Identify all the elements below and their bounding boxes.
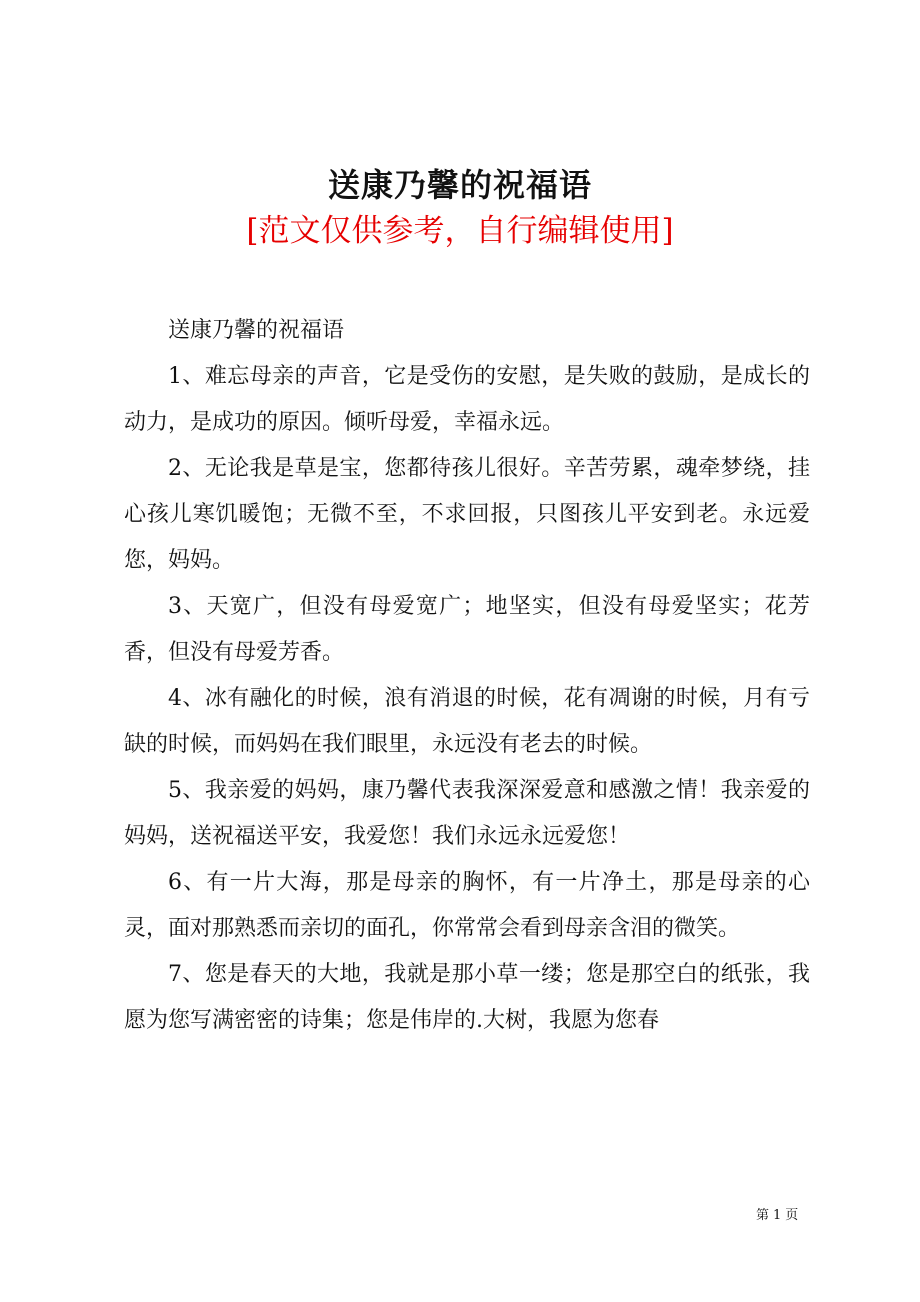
page-prefix: 第: [756, 1208, 770, 1223]
document-body: [124, 308, 810, 1044]
paragraph-4: 4、冰有融化的时候，浪有消退的时候，花有凋谢的时候，月有亏缺的时候，而妈妈在我们眼里，永远没有老去的时候。: [124, 686, 810, 757]
paragraph-7: 7、您是春天的大地，我就是那小草一缕；您是那空白的纸张，我愿为您写满密密的诗集；您是伟岸的.大树，我愿为您春: [124, 962, 810, 1033]
paragraph-5: 5、我亲爱的妈妈，康乃馨代表我深深爱意和感激之情！我亲爱的妈妈，送祝福送平安，我爱您！我们永远永远爱您！: [124, 778, 810, 849]
page-footer: [756, 1206, 802, 1226]
page-suffix: 页: [785, 1208, 799, 1223]
paragraph-3: 3、天宽广，但没有母爱宽广；地坚实，但没有母爱坚实；花芳香，但没有母爱芳香。: [124, 594, 810, 665]
page-number: 1: [773, 1208, 782, 1223]
document-title: 送康乃馨的祝福语: [327, 166, 592, 204]
paragraph-heading: 送康乃馨的祝福语: [168, 318, 345, 343]
paragraph-1: 1、难忘母亲的声音，它是受伤的安慰，是失败的鼓励，是成长的动力，是成功的原因。倾听母爱，幸福永远。: [124, 364, 810, 435]
paragraph-2: 2、无论我是草是宝，您都待孩儿很好。辛苦劳累，魂牵梦绕，挂心孩儿寒饥暖饱；无微不至，不求回报，只图孩儿平安到老。永远爱您，妈妈。: [124, 456, 810, 573]
paragraph-6: 6、有一片大海，那是母亲的胸怀，有一片净土，那是母亲的心灵，面对那熟悉而亲切的面孔，你常常会看到母亲含泪的微笑。: [124, 870, 810, 941]
document-subtitle: [范文仅供参考，自行编辑使用]: [246, 213, 674, 249]
